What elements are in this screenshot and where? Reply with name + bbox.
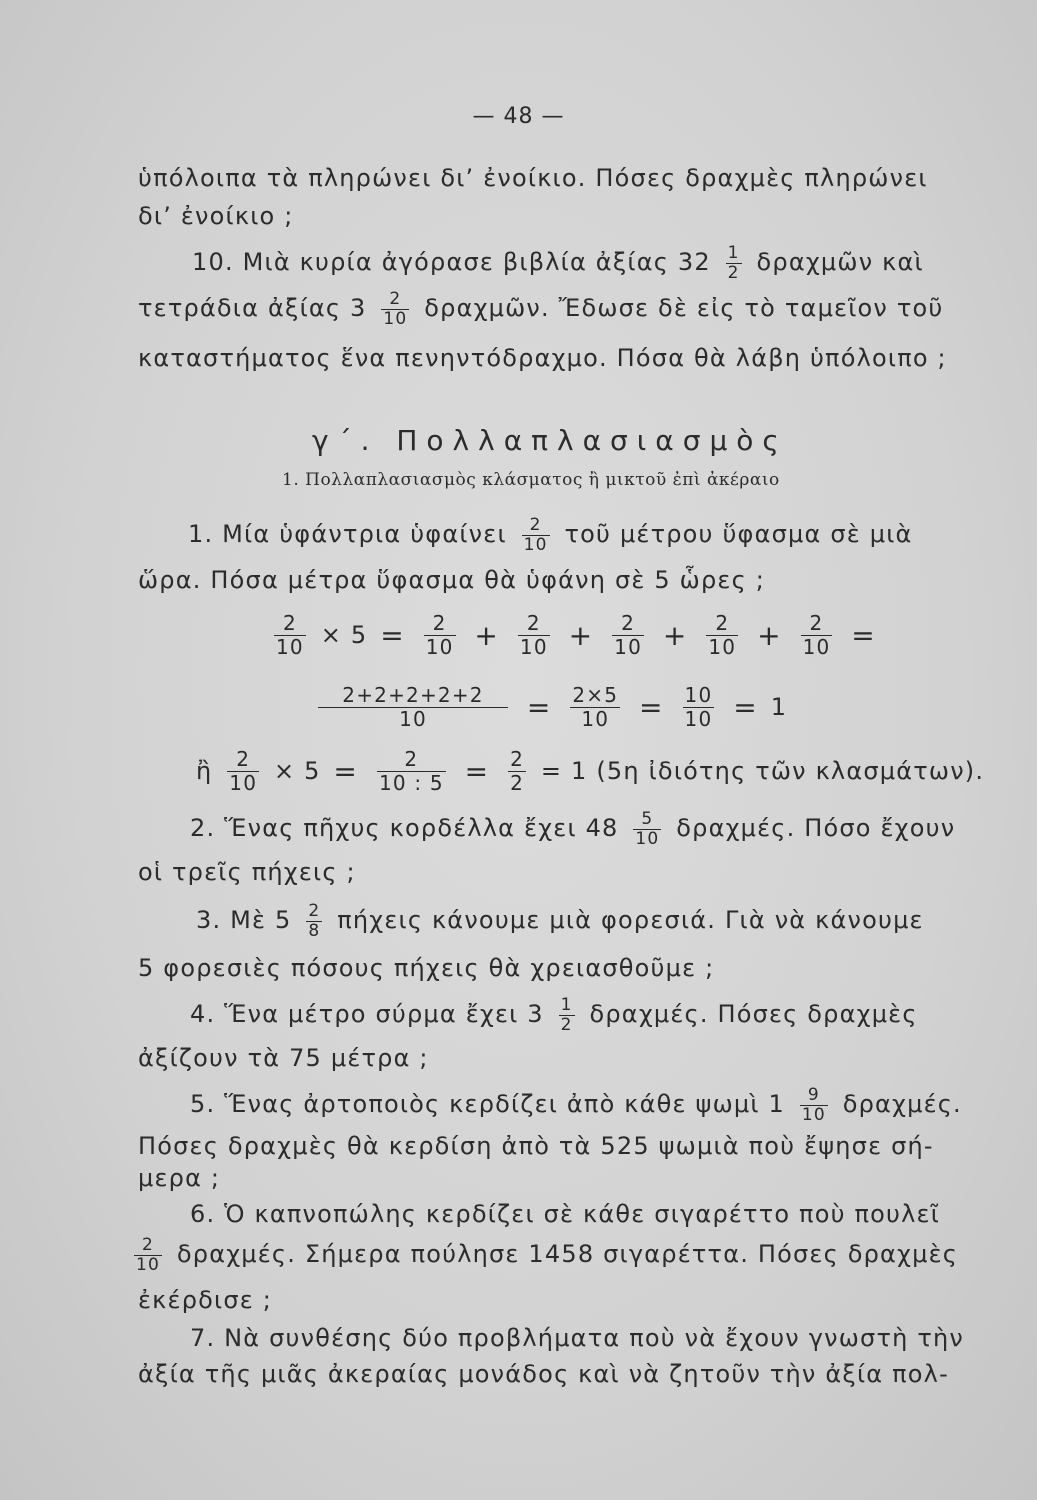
fraction: $\frac{10}{10}$ <box>684 683 713 731</box>
exercise-1-line-1 <box>188 516 913 554</box>
exercise-4-line-2: ἀξίζουν τὰ 75 μέτρα ; <box>138 1044 429 1072</box>
exercise-5-text-b: δραχμές. <box>842 1090 962 1118</box>
fraction: $\frac{1}{2}$ <box>727 243 740 283</box>
fraction: $\frac{2}{10 : 5}$ <box>378 747 444 795</box>
number: 5 <box>350 621 368 649</box>
plus-sign: + <box>757 618 782 652</box>
fraction: $\frac{2}{10}$ <box>614 611 642 659</box>
fraction: $\frac{2+2+2+2+2}{10}$ <box>318 684 508 730</box>
fraction: $\frac{1}{2}$ <box>560 995 573 1035</box>
fraction: $\frac{2}{10}$ <box>276 611 304 659</box>
equals-sign: = <box>380 618 405 652</box>
equals-sign: = <box>526 690 552 724</box>
exercise-4-text-b: δραχμές. Πόσες δραχμὲς <box>589 1000 918 1028</box>
problem-10-line-1 <box>192 244 924 282</box>
exercise-6-line-2 <box>134 1236 958 1274</box>
exercise-2-line-1 <box>190 810 955 848</box>
problem-10-text-a: 10. Μιὰ κυρία ἀγόρασε βιβλία ἀξίας 32 <box>192 248 711 276</box>
fraction: $\frac{2}{10}$ <box>136 1235 161 1275</box>
fraction: $\frac{2}{8}$ <box>308 901 321 941</box>
exercise-1-line-2: ὥρα. Πόσα μέτρα ὕφασμα θὰ ὑφάνη σὲ 5 ὧρες ; <box>138 566 765 594</box>
math-line-2 <box>312 684 787 730</box>
equals-sign: = <box>639 690 664 724</box>
fraction: $\frac{2}{10}$ <box>229 747 258 795</box>
exercise-1-text-a: 1. Μία ὑφάντρια ὑφαίνει <box>188 520 507 548</box>
fraction: $\frac{5}{10}$ <box>635 809 660 849</box>
problem-10-line-3: καταστήματος ἕνα πενηντόδραχμο. Πόσα θὰ λάβη ὑπόλοιπο ; <box>138 344 947 372</box>
section-title: γ΄. Πολλαπλασιασμὸς <box>312 424 788 457</box>
exercise-2-text-a: 2. Ἕνας πῆχυς κορδέλλα ἔχει 48 <box>190 814 619 842</box>
exercise-6-text-b: δραχμές. Σήμερα πούλησε 1458 σιγαρέττα. Πόσες δραχμὲς <box>176 1240 959 1268</box>
exercise-4-line-1 <box>190 996 918 1034</box>
exercise-6-line-3: ἐκέρδισε ; <box>138 1286 273 1314</box>
exercise-3-text-b: πήχεις κάνουμε μιὰ φορεσιά. Γιὰ νὰ κάνουμε <box>337 906 924 934</box>
exercise-7-line-1: 7. Νὰ συνθέσης δύο προβλήματα ποὺ νὰ ἔχουν γνωστὴ τὴν <box>190 1324 965 1352</box>
exercise-2-text-b: δραχμές. Πόσο ἔχουν <box>676 814 956 842</box>
exercise-6-line-1: 6. Ὁ καπνοπώλης κερδίζει σὲ κάθε σιγαρέττο ποὺ πουλεῖ <box>190 1200 941 1228</box>
problem-10-text-c: τετράδια ἀξίας 3 <box>138 294 367 322</box>
fraction: $\frac{2}{10}$ <box>519 611 548 659</box>
times-five: × 5 <box>273 757 321 785</box>
fraction: $\frac{2}{10}$ <box>802 611 831 659</box>
times-sign: × <box>320 621 343 649</box>
or-word: ἢ <box>196 757 213 785</box>
exercise-3-text-a: 3. Μὲ 5 <box>196 906 292 934</box>
problem-10-text-d: δραχμῶν. Ἔδωσε δὲ εἰς τὸ ταμεῖον τοῦ <box>424 294 944 322</box>
page-number: — 48 — <box>472 104 565 129</box>
plus-sign: + <box>568 618 594 652</box>
fraction: $\frac{2}{2}$ <box>510 747 525 795</box>
math-line-3 <box>196 748 984 794</box>
exercise-5-line-3: μερα ; <box>138 1164 221 1192</box>
plus-sign: + <box>474 618 500 652</box>
exercise-2-line-2: οἱ τρεῖς πήχεις ; <box>138 858 356 886</box>
exercise-5-line-2: Πόσες δραχμὲς θὰ κερδίση ἀπὸ τὰ 525 ψωμιὰ ποὺ ἔψησε σή- <box>138 1132 934 1160</box>
exercise-5-line-1 <box>190 1086 962 1124</box>
subsection-title: 1. Πολλαπλασιασμὸς κλάσματος ἢ μικτοῦ ἐπὶ ἀκέραιο <box>282 470 780 490</box>
equals-sign: = <box>464 754 490 788</box>
fraction: $\frac{2}{10}$ <box>425 611 454 659</box>
exercise-5-text-a: 5. Ἕνας ἀρτοποιὸς κερδίζει ἀπὸ κάθε ψωμὶ 1 <box>190 1090 785 1118</box>
exercise-3-line-1 <box>196 902 924 940</box>
fraction: $\frac{2}{10}$ <box>708 611 737 659</box>
fraction: $\frac{9}{10}$ <box>801 1085 826 1125</box>
fraction: $\frac{2\times 5}{10}$ <box>572 683 619 731</box>
math-3-tail: = 1 (5η ἰδιότης τῶν κλασμάτων). <box>540 757 985 785</box>
plus-sign: + <box>662 618 688 652</box>
equals-sign: = <box>733 690 758 724</box>
intro-line-2: δι’ ἐνοίκιο ; <box>138 202 294 230</box>
exercise-4-text-a: 4. Ἕνα μέτρο σύρμα ἔχει 3 <box>190 1000 544 1028</box>
math-line-1 <box>268 612 880 658</box>
fraction: $\frac{2}{10}$ <box>523 515 548 555</box>
exercise-1-text-b: τοῦ μέτρου ὕφασμα σὲ μιὰ <box>564 520 913 548</box>
exercise-3-line-2: 5 φορεσιὲς πόσους πήχεις θὰ χρειασθοῦμε ; <box>138 954 715 982</box>
equals-sign: = <box>333 754 359 788</box>
equals-sign: = <box>851 618 876 652</box>
problem-10-text-b: δραχμῶν καὶ <box>756 248 924 276</box>
number: 1 <box>770 693 788 721</box>
problem-10-line-2 <box>138 290 943 328</box>
exercise-7-line-2: ἀξία τῆς μιᾶς ἀκεραίας μονάδος καὶ νὰ ζητοῦν τὴν ἀξία πολ- <box>138 1360 949 1388</box>
fraction: $\frac{2}{10}$ <box>383 289 408 329</box>
intro-line-1: ὑπόλοιπα τὰ πληρώνει δι’ ἐνοίκιο. Πόσες δραχμὲς πληρώνει <box>138 164 928 192</box>
